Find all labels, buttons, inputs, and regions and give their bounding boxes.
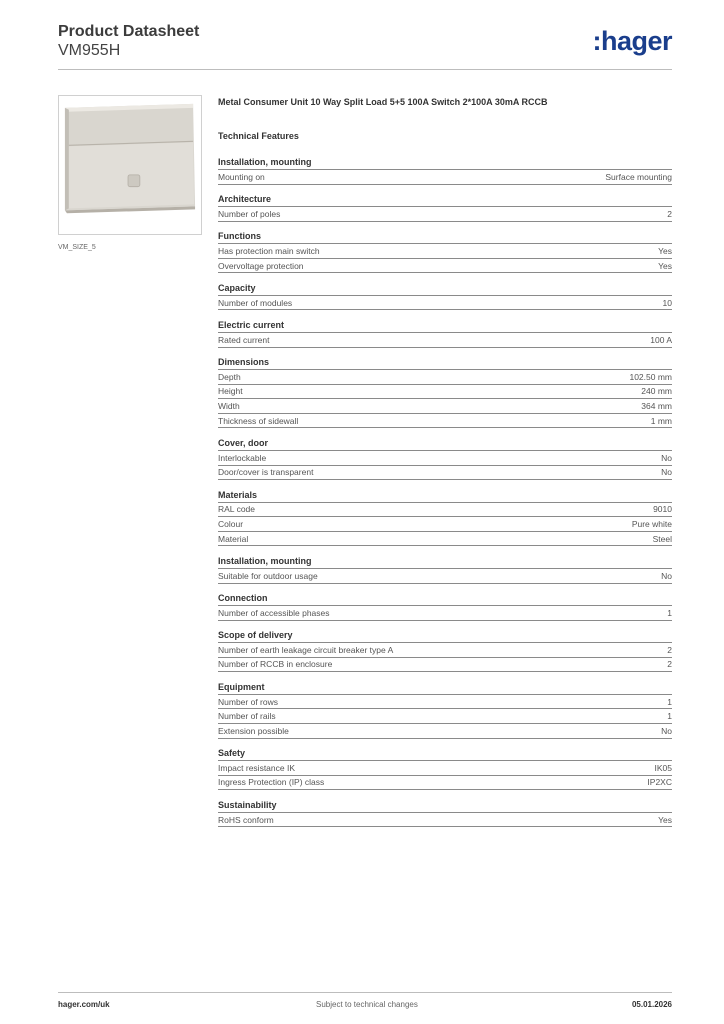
spec-row	[218, 466, 672, 481]
spec-value: Yes	[658, 814, 672, 825]
spec-row	[218, 532, 672, 547]
spec-row	[218, 606, 672, 621]
spec-row	[218, 244, 672, 259]
spec-value: 1	[667, 696, 672, 707]
spec-label: Number of modules	[218, 297, 293, 308]
spec-value: 100 A	[650, 334, 672, 345]
spec-section	[218, 438, 672, 480]
product-name: Metal Consumer Unit 10 Way Split Load 5+5 100A Switch 2*100A 30mA RCCB	[218, 97, 548, 107]
spec-row	[218, 451, 672, 466]
spec-row	[218, 333, 672, 348]
section-title: Capacity	[218, 283, 672, 296]
spec-row	[218, 414, 672, 429]
spec-row	[218, 695, 672, 710]
spec-label: Depth	[218, 371, 241, 382]
spec-section	[218, 800, 672, 828]
page-header	[58, 20, 672, 70]
spec-label: Number of earth leakage circuit breaker type A	[218, 644, 394, 655]
spec-value: 240 mm	[641, 386, 672, 397]
spec-value: Surface mounting	[605, 171, 672, 182]
spec-sections	[218, 157, 672, 827]
spec-value: 102.50 mm	[629, 371, 672, 382]
spec-row	[218, 724, 672, 739]
spec-label: Door/cover is transparent	[218, 467, 314, 478]
spec-section	[218, 231, 672, 273]
spec-row	[218, 385, 672, 400]
spec-value: 2	[667, 644, 672, 655]
spec-label: Material	[218, 533, 249, 544]
spec-label: Number of RCCB in enclosure	[218, 659, 333, 670]
spec-label: Impact resistance IK	[218, 762, 296, 773]
product-code: VM955H	[58, 42, 121, 59]
spec-value: No	[661, 725, 672, 736]
spec-row	[218, 399, 672, 414]
spec-label: Ingress Protection (IP) class	[218, 777, 325, 788]
spec-value: 1	[667, 711, 672, 722]
consumer-unit-illustration	[59, 96, 201, 234]
spec-value: IP2XC	[647, 777, 672, 788]
spec-section	[218, 283, 672, 311]
spec-row	[218, 709, 672, 724]
spec-section	[218, 593, 672, 621]
image-caption: VM_SIZE_5	[58, 244, 96, 251]
footer-website: hager.com/uk	[58, 1000, 110, 1009]
spec-row	[218, 517, 672, 532]
section-title: Functions	[218, 231, 672, 244]
spec-label: Has protection main switch	[218, 245, 320, 256]
spec-label: Mounting on	[218, 171, 265, 182]
document-title: Product Datasheet	[58, 23, 200, 40]
section-title: Equipment	[218, 682, 672, 695]
spec-section	[218, 157, 672, 185]
spec-section	[218, 490, 672, 547]
hager-logo: :hager	[592, 26, 672, 56]
spec-label: Number of accessible phases	[218, 607, 330, 618]
spec-row	[218, 207, 672, 222]
spec-value: Yes	[658, 245, 672, 256]
spec-section	[218, 748, 672, 790]
datasheet-content	[218, 96, 672, 837]
spec-value: 1 mm	[650, 415, 672, 426]
spec-section	[218, 320, 672, 348]
spec-section	[218, 194, 672, 222]
spec-section	[218, 682, 672, 739]
spec-value: 1	[667, 607, 672, 618]
spec-row	[218, 259, 672, 274]
spec-label: Colour	[218, 519, 244, 530]
spec-value: 364 mm	[641, 401, 672, 412]
spec-value: Pure white	[631, 519, 672, 530]
section-title: Installation, mounting	[218, 157, 672, 170]
section-title: Architecture	[218, 194, 672, 207]
spec-label: Rated current	[218, 334, 270, 345]
spec-label: RoHS conform	[218, 814, 274, 825]
spec-value: No	[661, 570, 672, 581]
spec-label: Extension possible	[218, 725, 289, 736]
spec-value: 2	[667, 208, 672, 219]
section-title: Materials	[218, 490, 672, 503]
spec-label: Overvoltage protection	[218, 260, 304, 271]
spec-value: No	[661, 452, 672, 463]
section-title: Sustainability	[218, 800, 672, 813]
spec-label: Width	[218, 401, 240, 412]
footer-date: 05.01.2026	[631, 1000, 672, 1009]
section-title: Safety	[218, 748, 672, 761]
section-title: Electric current	[218, 320, 672, 333]
section-title: Dimensions	[218, 357, 672, 370]
footer-notice: Subject to technical changes	[316, 1000, 418, 1009]
spec-row	[218, 503, 672, 518]
section-title: Scope of delivery	[218, 630, 672, 643]
spec-label: Suitable for outdoor usage	[218, 570, 318, 581]
spec-label: Number of poles	[218, 208, 281, 219]
spec-row	[218, 370, 672, 385]
spec-section	[218, 556, 672, 584]
spec-value: No	[661, 467, 672, 478]
spec-value: 10	[662, 297, 672, 308]
spec-value: Steel	[652, 533, 672, 544]
spec-row	[218, 813, 672, 828]
spec-row	[218, 296, 672, 311]
spec-row	[218, 776, 672, 791]
spec-value: Yes	[658, 260, 672, 271]
spec-row	[218, 170, 672, 185]
spec-label: Height	[218, 386, 243, 397]
spec-section	[218, 357, 672, 428]
section-title: Installation, mounting	[218, 556, 672, 569]
spec-value: IK05	[654, 762, 672, 773]
spec-label: Number of rows	[218, 696, 278, 707]
spec-label: Number of rails	[218, 711, 276, 722]
product-image	[58, 95, 202, 235]
spec-label: Interlockable	[218, 452, 267, 463]
spec-row	[218, 569, 672, 584]
section-title: Cover, door	[218, 438, 672, 451]
spec-value: 2	[667, 659, 672, 670]
page-footer	[58, 992, 672, 1009]
spec-row	[218, 761, 672, 776]
spec-row	[218, 658, 672, 673]
spec-value: 9010	[653, 504, 672, 515]
spec-label: RAL code	[218, 504, 256, 515]
section-title: Connection	[218, 593, 672, 606]
spec-section	[218, 630, 672, 672]
spec-row	[218, 643, 672, 658]
technical-features-heading: Technical Features	[218, 131, 299, 141]
spec-label: Thickness of sidewall	[218, 415, 299, 426]
